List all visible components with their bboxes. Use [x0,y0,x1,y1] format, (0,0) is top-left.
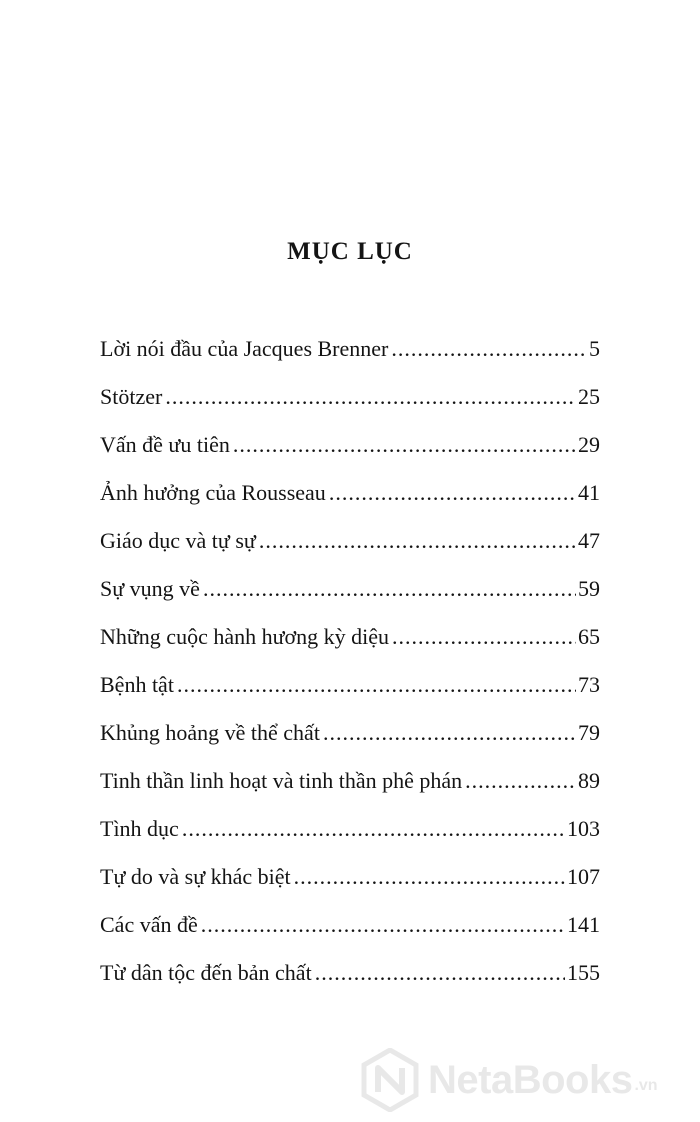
toc-entry-page: 59 [578,576,600,601]
toc-entry-title: Từ dân tộc đến bản chất [100,960,312,985]
toc-entry-page: 47 [578,528,600,553]
toc-entry-page: 103 [567,816,600,841]
dot-leader [203,576,576,600]
toc-entry [100,816,600,864]
page-title: MỤC LỤC [287,238,413,265]
toc-entry-page: 141 [567,912,600,937]
toc-entry-title: Tự do và sự khác biệt [100,864,291,889]
dot-leader [392,624,576,648]
dot-leader [177,672,576,696]
toc-entry-page: 65 [578,624,600,649]
toc-entry-page: 73 [578,672,600,697]
dot-leader [182,816,565,840]
table-of-contents [100,336,600,1008]
toc-entry-page: 89 [578,768,600,793]
watermark-suffix: .vn [634,1077,658,1094]
toc-entry-page: 29 [578,432,600,457]
toc-entry [100,384,600,432]
toc-entry-page: 107 [567,864,600,889]
toc-entry [100,480,600,528]
toc-entry-title: Khủng hoảng về thể chất [100,720,320,745]
toc-entry-page: 25 [578,384,600,409]
toc-entry-title: Bệnh tật [100,672,174,697]
dot-leader [391,336,587,360]
dot-leader [201,912,565,936]
toc-entry-page: 155 [567,960,600,985]
dot-leader [259,528,576,552]
toc-entry [100,864,600,912]
toc-entry [100,768,600,816]
dot-leader [233,432,576,456]
toc-entry [100,720,600,768]
toc-entry-title: Lời nói đầu của Jacques Brenner [100,336,389,361]
toc-entry-title: Tinh thần linh hoạt và tinh thần phê phán [100,768,463,793]
toc-entry-title: Giáo dục và tự sự [100,528,256,553]
toc-entry-title: Ảnh hưởng của Rousseau [100,480,326,505]
dot-leader [323,720,576,744]
toc-entry-title: Những cuộc hành hương kỳ diệu [100,624,390,649]
toc-entry-title: Tình dục [100,816,179,841]
toc-entry [100,960,600,1008]
toc-entry-page: 79 [578,720,600,745]
toc-entry-title: Sự vụng về [100,576,200,601]
netabooks-logo-icon [358,1048,422,1112]
dot-leader [165,384,576,408]
watermark [358,1045,658,1115]
toc-entry [100,672,600,720]
toc-entry [100,576,600,624]
toc-entry [100,912,600,960]
toc-entry-page: 41 [578,480,600,505]
dot-leader [329,480,576,504]
watermark-brand: NetaBooks [428,1057,633,1102]
toc-entry-title: Stötzer [100,384,163,409]
toc-entry-title: Vấn đề ưu tiên [100,432,230,457]
toc-entry [100,528,600,576]
toc-entry-page: 5 [589,336,600,361]
dot-leader [315,960,565,984]
toc-entry [100,624,600,672]
toc-entry [100,336,600,384]
dot-leader [465,768,576,792]
dot-leader [294,864,565,888]
toc-entry-title: Các vấn đề [100,912,198,937]
toc-entry [100,432,600,480]
